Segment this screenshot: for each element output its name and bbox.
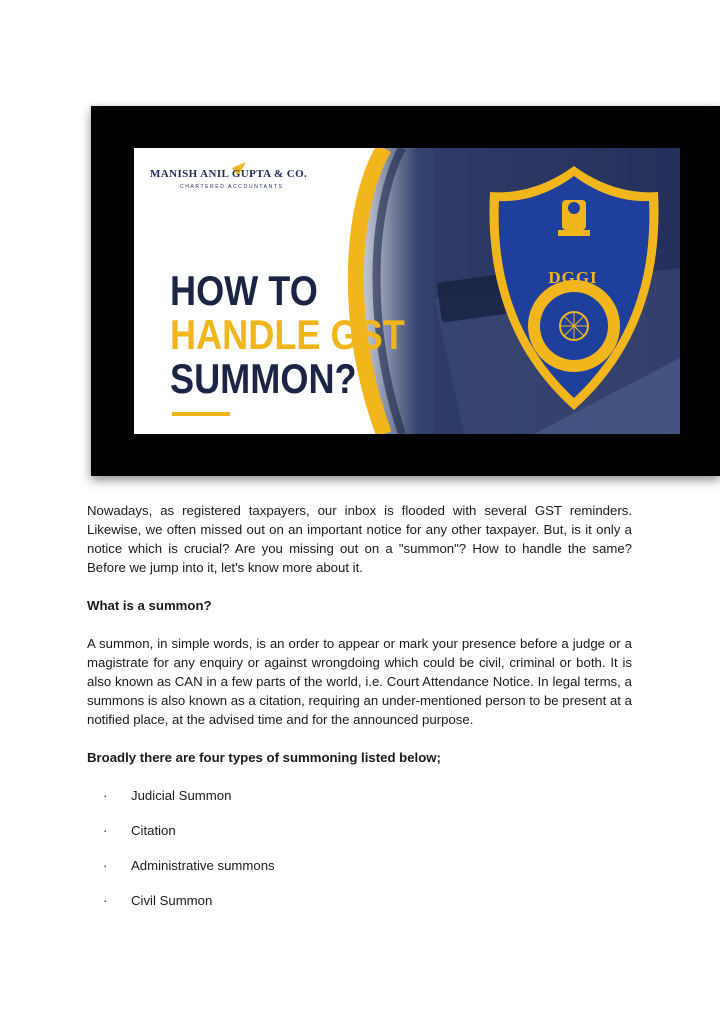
headline-underline [172,412,230,416]
section-heading-what-is-summon: What is a summon? [87,598,212,613]
dggi-badge-label: DGGI [548,268,598,287]
list-item: · Citation [103,823,176,838]
intro-paragraph: Nowadays, as registered taxpayers, our inbox is flooded with several GST reminders. Likewise, we often missed out on an important notice for any other taxpayer. But, is it only a notice which is crucial? Are you missing out on a "summon"? How to handle the same? Before we jump into it, let's know more about it. [87,503,632,575]
summon-types-list [87,786,632,910]
company-logo-name: MANISH ANIL GUPTA & CO. [150,168,308,180]
bullet-icon: · [103,858,108,873]
article-body [87,501,632,926]
headline-line-2: HANDLE GST [170,311,405,358]
headline-line-3: SUMMON? [170,355,357,402]
list-item: · Administrative summons [103,858,275,873]
headline-line-1: HOW TO [170,267,318,314]
company-logo-subtitle: CHARTERED ACCOUNTANTS [180,184,284,190]
banner-image [134,148,680,434]
definition-paragraph: A summon, in simple words, is an order to appear or mark your presence before a judge or a magistrate for any enquiry or against wrongdoing which could be civil, criminal or both. It is also known as CAN in a few parts of the world, i.e. Court Attendance Notice. In legal terms, a summons is also known as a citation, requiring an under-mentioned person to be present at a notified place, at the advised time and for the announced purpose. [87,636,632,727]
banner-image-frame [91,106,720,476]
list-item: · Civil Summon [103,893,213,908]
list-item: · Judicial Summon [103,788,232,803]
bullet-icon: · [103,788,108,803]
bullet-icon: · [103,893,108,908]
banner-headline [170,269,405,401]
bullet-icon: · [103,823,108,838]
section-heading-types: Broadly there are four types of summoning listed below; [87,750,441,765]
